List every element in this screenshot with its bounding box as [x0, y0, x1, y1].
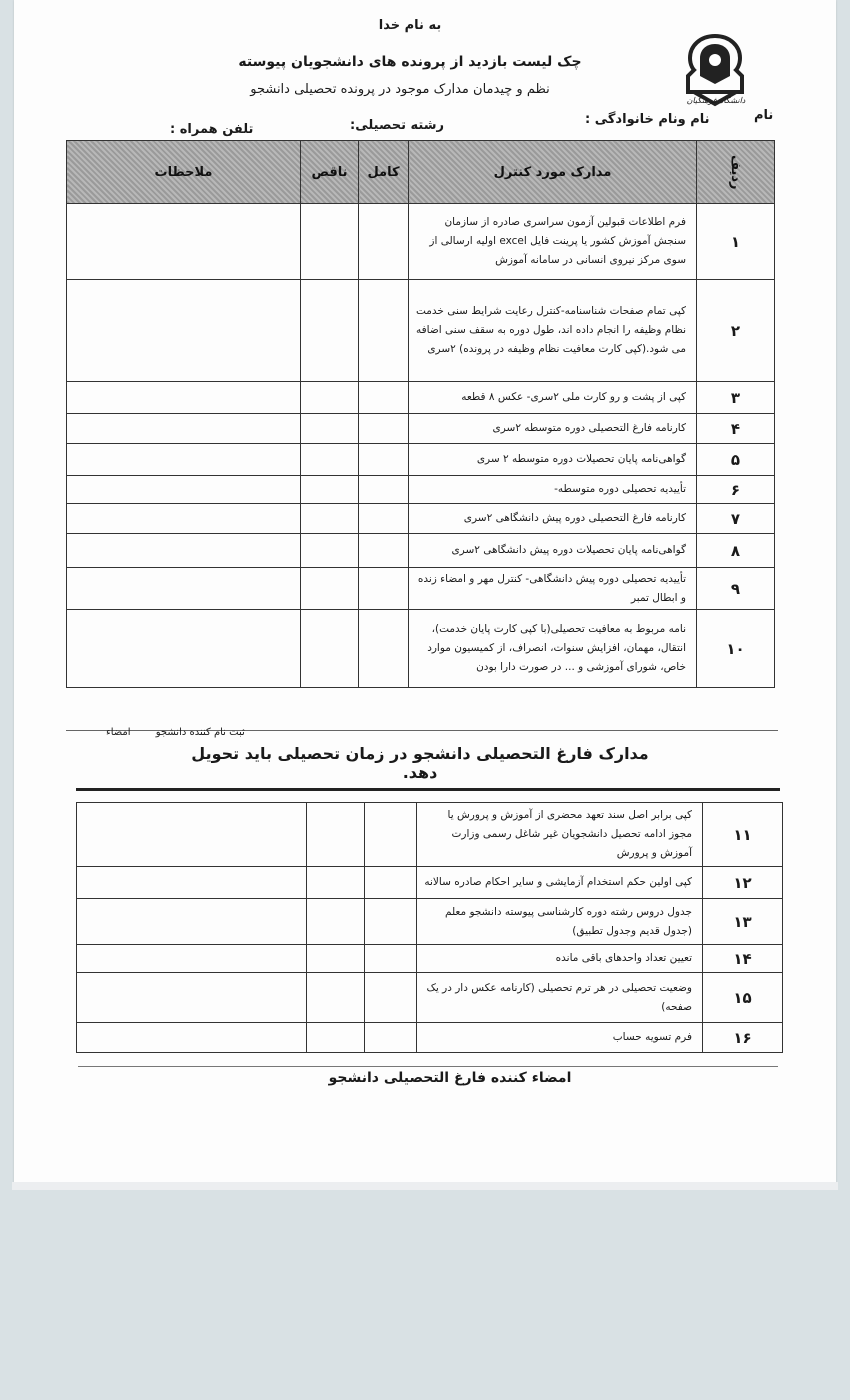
- document-text: کارنامه فارغ التحصیلی دوره متوسطه ۲سری: [409, 414, 697, 444]
- table-row: [77, 867, 783, 899]
- row-number: ۹: [697, 568, 775, 610]
- notes-cell[interactable]: [77, 945, 307, 973]
- document-text: گواهی‌نامه پایان تحصیلات دوره پیش دانشگاهی ۲سری: [409, 534, 697, 568]
- row-number: ۱۶: [703, 1023, 783, 1053]
- incomplete-cell[interactable]: [307, 973, 365, 1023]
- complete-cell[interactable]: [359, 444, 409, 476]
- full-name-label: نام ونام خانوادگی :: [585, 112, 710, 127]
- table-row: [77, 973, 783, 1023]
- incomplete-cell[interactable]: [301, 204, 359, 280]
- document-text: کپی اولین حکم استخدام آزمایشی و سایر احکام صادره سالانه: [417, 867, 703, 899]
- table-row: [77, 803, 783, 867]
- notes-cell[interactable]: [77, 1023, 307, 1053]
- notes-cell[interactable]: [67, 204, 301, 280]
- row-number: ۷: [697, 504, 775, 534]
- col-row-header: ردیف: [697, 141, 775, 204]
- complete-cell[interactable]: [365, 973, 417, 1023]
- notes-cell[interactable]: [67, 382, 301, 414]
- notes-cell[interactable]: [77, 973, 307, 1023]
- row-number: ۳: [697, 382, 775, 414]
- document-text: تأییدیه تحصیلی دوره متوسطه-: [409, 476, 697, 504]
- notes-cell[interactable]: [67, 476, 301, 504]
- incomplete-cell[interactable]: [301, 382, 359, 414]
- notes-cell[interactable]: [77, 899, 307, 945]
- notes-cell[interactable]: [77, 803, 307, 867]
- row-number: ۱۴: [703, 945, 783, 973]
- complete-cell[interactable]: [365, 899, 417, 945]
- complete-cell[interactable]: [359, 568, 409, 610]
- incomplete-cell[interactable]: [307, 899, 365, 945]
- table-row: [77, 899, 783, 945]
- table-row: [67, 444, 775, 476]
- complete-cell[interactable]: [365, 867, 417, 899]
- complete-cell[interactable]: [365, 945, 417, 973]
- document-text: کارنامه فارغ التحصیلی دوره پیش دانشگاهی ۲سری: [409, 504, 697, 534]
- notes-cell[interactable]: [67, 280, 301, 382]
- table-row: [67, 476, 775, 504]
- incomplete-cell[interactable]: [301, 414, 359, 444]
- incomplete-cell[interactable]: [301, 568, 359, 610]
- notes-cell[interactable]: [77, 867, 307, 899]
- notes-cell[interactable]: [67, 568, 301, 610]
- col-notes-header: ملاحظات: [67, 141, 301, 204]
- university-name: دانشگاه فرهنگیان: [686, 96, 746, 105]
- row-number: ۸: [697, 534, 775, 568]
- incomplete-cell[interactable]: [301, 534, 359, 568]
- row-number: ۵: [697, 444, 775, 476]
- complete-cell[interactable]: [365, 1023, 417, 1053]
- notes-cell[interactable]: [67, 504, 301, 534]
- registrar-label: ثبت نام کننده دانشجو: [155, 727, 245, 738]
- table-row: [67, 204, 775, 280]
- table-row: [77, 1023, 783, 1053]
- graduation-signature-label: امضاء کننده فارغ التحصیلی دانشجو: [328, 1070, 572, 1086]
- row-number: ۱۱: [703, 803, 783, 867]
- incomplete-cell[interactable]: [301, 280, 359, 382]
- checklist-table-part1: [66, 140, 775, 688]
- table-row: [67, 280, 775, 382]
- document-text: جدول دروس رشته دوره کارشناسی پیوسته دانشجو معلم (جدول قدیم وجدول تطبیق): [417, 899, 703, 945]
- complete-cell[interactable]: [359, 534, 409, 568]
- row-number: ۱: [697, 204, 775, 280]
- row-number: ۱۲: [703, 867, 783, 899]
- incomplete-cell[interactable]: [307, 1023, 365, 1053]
- document-text: کپی تمام صفحات شناسنامه-کنترل رعایت شرایط سنی خدمت نظام وظیفه را انجام داده اند، طول دوره به سقف سنی اضافه می شود.(کپی کارت معافیت نظام وظیفه در پرونده) ۲سری: [409, 280, 697, 382]
- table-row: [67, 382, 775, 414]
- incomplete-cell[interactable]: [301, 444, 359, 476]
- row-number: ۴: [697, 414, 775, 444]
- document-text: کپی از پشت و رو کارت ملی ۲سری- عکس ۸ قطعه: [409, 382, 697, 414]
- notes-cell[interactable]: [67, 444, 301, 476]
- divider: [78, 1066, 778, 1067]
- phone-label: تلفن همراه :: [170, 122, 254, 137]
- table-row: [67, 504, 775, 534]
- incomplete-cell[interactable]: [301, 476, 359, 504]
- signature-label: امضاء: [106, 727, 131, 738]
- complete-cell[interactable]: [359, 414, 409, 444]
- row-number: ۱۰: [697, 610, 775, 688]
- table-row: [77, 945, 783, 973]
- incomplete-cell[interactable]: [307, 803, 365, 867]
- incomplete-cell[interactable]: [301, 610, 359, 688]
- document-text: تعیین تعداد واحدهای باقی مانده: [417, 945, 703, 973]
- col-incomplete-header: ناقص: [301, 141, 359, 204]
- col-complete-header: کامل: [359, 141, 409, 204]
- incomplete-cell[interactable]: [307, 867, 365, 899]
- checklist-table-part2: [76, 802, 783, 1053]
- notes-cell[interactable]: [67, 534, 301, 568]
- row-number: ۱۳: [703, 899, 783, 945]
- graduation-notice: مدارک فارغ التحصیلی دانشجو در زمان تحصیلی باید تحویل دهد.: [191, 744, 649, 782]
- document-text: تأییدیه تحصیلی دوره پیش دانشگاهی- کنترل مهر و امضاء زنده و ابطال تمبر: [409, 568, 697, 610]
- complete-cell[interactable]: [359, 476, 409, 504]
- complete-cell[interactable]: [359, 204, 409, 280]
- notes-cell[interactable]: [67, 414, 301, 444]
- document-text: فرم اطلاعات قبولین آزمون سراسری صادره از سازمان سنجش آموزش کشور یا پرینت فایل excel اولیه ارسالی از سوی مرکز نیروی انسانی در سامانه آموزش: [409, 204, 697, 280]
- document-text: گواهی‌نامه پایان تحصیلات دوره متوسطه ۲ سری: [409, 444, 697, 476]
- basmala: به نام خدا: [378, 18, 442, 33]
- table-row: [67, 610, 775, 688]
- complete-cell[interactable]: [359, 382, 409, 414]
- incomplete-cell[interactable]: [307, 945, 365, 973]
- table-row: [67, 568, 775, 610]
- complete-cell[interactable]: [365, 803, 417, 867]
- document-text: فرم تسویه حساب: [417, 1023, 703, 1053]
- registrar-signature: [84, 727, 245, 738]
- table-header-row: [67, 141, 775, 204]
- document-title: چک لیست بازدید از پرونده های دانشجویان پیوسته: [238, 54, 582, 70]
- complete-cell[interactable]: [359, 280, 409, 382]
- row-number: ۲: [697, 280, 775, 382]
- document-text: نامه مربوط به معافیت تحصیلی(با کپی کارت پایان خدمت)، انتقال، مهمان، افزایش سنوات، انصراف، از کمیسیون موارد خاص، شورای آموزشی و ... در صورت دارا بودن: [409, 610, 697, 688]
- notes-cell[interactable]: [67, 610, 301, 688]
- incomplete-cell[interactable]: [301, 504, 359, 534]
- name-label: نام: [754, 108, 774, 123]
- row-number: ۶: [697, 476, 775, 504]
- row-number: ۱۵: [703, 973, 783, 1023]
- complete-cell[interactable]: [359, 610, 409, 688]
- table-row: [67, 534, 775, 568]
- document-text: وضعیت تحصیلی در هر ترم تحصیلی (کارنامه عکس دار در یک صفحه): [417, 973, 703, 1023]
- section-divider: [76, 788, 780, 791]
- document-subtitle: نظم و چیدمان مدارک موجود در پرونده تحصیلی دانشجو: [250, 82, 550, 97]
- col-documents-header: مدارک مورد کنترل: [409, 141, 697, 204]
- table-row: [67, 414, 775, 444]
- complete-cell[interactable]: [359, 504, 409, 534]
- document-text: کپی برابر اصل سند تعهد محضری از آموزش و پرورش یا مجوز ادامه تحصیل دانشجویان غیر شاغل رسمی وزارت آموزش و پرورش: [417, 803, 703, 867]
- major-label: رشته تحصیلی:: [350, 118, 445, 133]
- page-edge: [12, 1182, 838, 1190]
